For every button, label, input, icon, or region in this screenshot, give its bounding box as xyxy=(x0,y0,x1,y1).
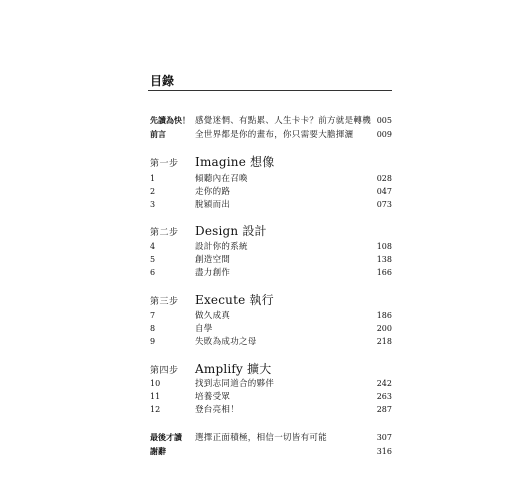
chapter-page-number: 263 xyxy=(376,392,392,401)
chapter-number: 9 xyxy=(150,337,156,346)
toc-chapter-10[interactable] xyxy=(150,378,392,390)
part-title: Design 設計 xyxy=(195,224,267,238)
chapter-number: 3 xyxy=(150,200,156,209)
entry-title: 全世界都是你的畫布，你只需要大膽揮灑 xyxy=(195,130,354,140)
title-divider xyxy=(148,90,392,91)
entry-label: 最後才讀 xyxy=(150,433,182,442)
toc-chapter-12[interactable] xyxy=(150,404,392,416)
chapter-number: 10 xyxy=(150,379,161,388)
chapter-page-number: 166 xyxy=(376,268,392,277)
toc-entry-acknowledgements[interactable] xyxy=(150,446,392,458)
entry-label: 前言 xyxy=(150,130,166,139)
chapter-title: 培養受眾 xyxy=(195,392,231,402)
chapter-number: 2 xyxy=(150,187,156,196)
entry-page-number: 009 xyxy=(376,130,392,139)
part-title: Amplify 擴大 xyxy=(195,362,272,376)
chapter-page-number: 073 xyxy=(376,200,392,209)
part-heading-amplify[interactable] xyxy=(150,360,392,376)
toc-chapter-1[interactable] xyxy=(150,173,392,185)
chapter-page-number: 028 xyxy=(376,174,392,183)
toc-chapter-5[interactable] xyxy=(150,254,392,266)
entry-title: 選擇正面積極，相信一切皆有可能 xyxy=(195,433,328,443)
chapter-title: 創造空間 xyxy=(195,255,231,265)
chapter-page-number: 108 xyxy=(376,242,392,251)
chapter-title: 脫穎而出 xyxy=(195,200,231,210)
part-title: Imagine 想像 xyxy=(195,155,275,169)
chapter-title: 盡力創作 xyxy=(195,268,231,278)
chapter-number: 5 xyxy=(150,255,156,264)
part-step-label: 第四步 xyxy=(150,366,179,376)
toc-chapter-9[interactable] xyxy=(150,336,392,348)
toc-entry-foreword[interactable] xyxy=(150,129,392,141)
chapter-number: 11 xyxy=(150,392,161,401)
part-step-label: 第二步 xyxy=(150,228,179,238)
toc-chapter-11[interactable] xyxy=(150,391,392,403)
chapter-title: 傾聽內在召喚 xyxy=(195,174,248,184)
part-heading-execute[interactable] xyxy=(150,291,392,307)
chapter-title: 設計你的系統 xyxy=(195,242,248,252)
toc-chapter-2[interactable] xyxy=(150,186,392,198)
part-heading-design[interactable] xyxy=(150,222,392,238)
toc-title: 目錄 xyxy=(150,74,175,88)
entry-page-number: 307 xyxy=(376,433,392,442)
chapter-title: 登台亮相！ xyxy=(195,405,240,415)
chapter-page-number: 186 xyxy=(376,311,392,320)
part-heading-imagine[interactable] xyxy=(150,153,392,169)
chapter-page-number: 242 xyxy=(376,379,392,388)
chapter-title: 找到志同道合的夥伴 xyxy=(195,379,275,389)
chapter-page-number: 218 xyxy=(376,337,392,346)
chapter-page-number: 138 xyxy=(376,255,392,264)
chapter-title: 失敗為成功之母 xyxy=(195,337,257,347)
part-step-label: 第三步 xyxy=(150,297,179,307)
part-step-label: 第一步 xyxy=(150,159,179,169)
entry-page-number: 005 xyxy=(376,116,392,125)
toc-entry-read-last[interactable] xyxy=(150,432,392,444)
chapter-number: 12 xyxy=(150,405,161,414)
toc-chapter-8[interactable] xyxy=(150,323,392,335)
chapter-title: 走你的路 xyxy=(195,187,231,197)
entry-page-number: 316 xyxy=(376,447,392,456)
toc-chapter-6[interactable] xyxy=(150,267,392,279)
chapter-title: 做久成真 xyxy=(195,311,231,321)
chapter-page-number: 287 xyxy=(376,405,392,414)
chapter-number: 1 xyxy=(150,174,156,183)
toc-chapter-7[interactable] xyxy=(150,310,392,322)
entry-label: 先讀為快！ xyxy=(150,116,190,125)
entry-label: 謝辭 xyxy=(150,447,166,456)
toc-chapter-3[interactable] xyxy=(150,199,392,211)
chapter-page-number: 047 xyxy=(376,187,392,196)
part-title: Execute 執行 xyxy=(195,293,274,307)
chapter-title: 自學 xyxy=(195,324,213,334)
chapter-number: 4 xyxy=(150,242,156,251)
entry-title: 感覺迷惘、有點累、人生卡卡？前方就是轉機 xyxy=(195,116,372,126)
chapter-page-number: 200 xyxy=(376,324,392,333)
chapter-number: 8 xyxy=(150,324,156,333)
toc-chapter-4[interactable] xyxy=(150,241,392,253)
chapter-number: 7 xyxy=(150,311,156,320)
chapter-number: 6 xyxy=(150,268,156,277)
toc-entry-preface-first[interactable] xyxy=(150,115,392,127)
